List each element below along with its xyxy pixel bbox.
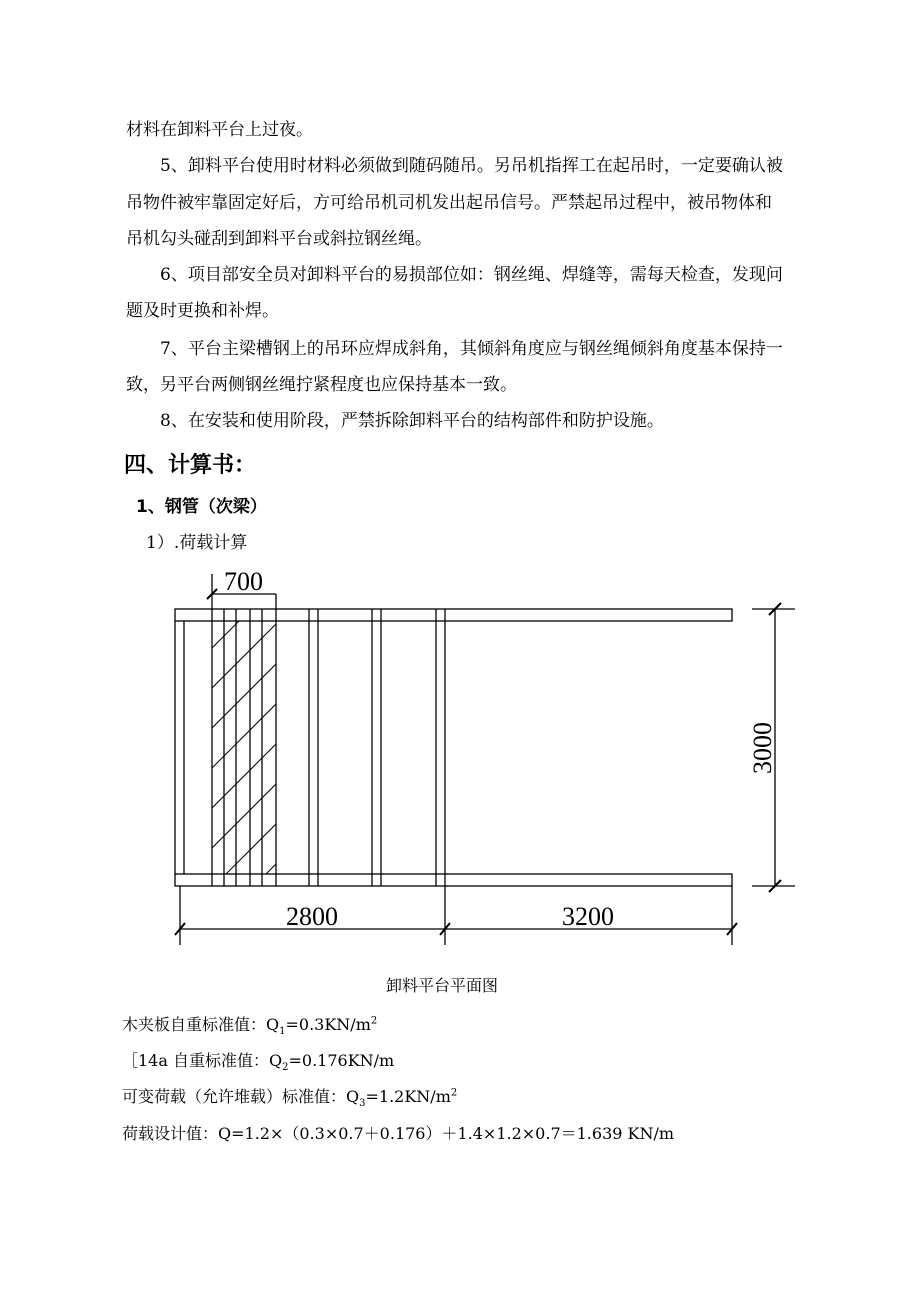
formula-q3: 可变荷载（允许堆载）标准值：$Q_3=1.2KN/m^2$: [122, 1087, 458, 1110]
sub-subsection-heading: 1）.荷载计算: [146, 533, 248, 553]
body-paragraph: 材料在卸料平台上过夜。: [126, 120, 313, 140]
body-paragraph: 致，另平台两侧钢丝绳拧紧程度也应保持基本一致。: [126, 375, 517, 395]
section-heading: 四、计算书：: [124, 453, 257, 478]
body-paragraph: 6、项目部安全员对卸料平台的易损部位如：钢丝绳、焊缝等，需每天检查，发现问: [160, 265, 783, 285]
formula-q1: 木夹板自重标准值：$Q_1=0.3KN/m^2$: [122, 1015, 378, 1038]
bottom-main-beam: [175, 874, 732, 886]
body-paragraph: 题及时更换和补焊。: [126, 301, 279, 321]
formula-design-load: 荷载设计值：Q=1.2×（0.3×0.7＋0.176）＋1.4×1.2×0.7＝1.639 KN/m: [122, 1124, 675, 1143]
body-paragraph: 5、卸料平台使用时材料必须做到随码随吊。另吊机指挥工在起吊时，一定要确认被: [160, 156, 783, 176]
body-paragraph: 8、在安装和使用阶段，严禁拆除卸料平台的结构部件和防护设施。: [160, 411, 664, 431]
dim-3200-label: 3200: [562, 902, 614, 931]
body-paragraph: 吊物件被牢靠固定好后，方可给吊机司机发出起吊信号。严禁起吊过程中，被吊物体和: [126, 193, 772, 213]
dim-3000-label: 3000: [748, 722, 777, 774]
top-main-beam: [175, 609, 732, 621]
subsection-heading: 1、钢管（次梁）: [136, 497, 267, 517]
body-paragraph: 吊机勾头碰刮到卸料平台或斜拉钢丝绳。: [126, 229, 432, 249]
diagram-caption: 卸料平台平面图: [386, 976, 499, 995]
formula-q2: ［14a 自重标准值：$Q_2=0.176KN/m$: [122, 1051, 395, 1074]
dim-700-label: 700: [224, 567, 263, 596]
dim-2800-label: 2800: [286, 902, 338, 931]
body-paragraph: 7、平台主梁槽钢上的吊环应焊成斜角，其倾斜角度应与钢丝绳倾斜角度基本保持一: [160, 339, 783, 359]
